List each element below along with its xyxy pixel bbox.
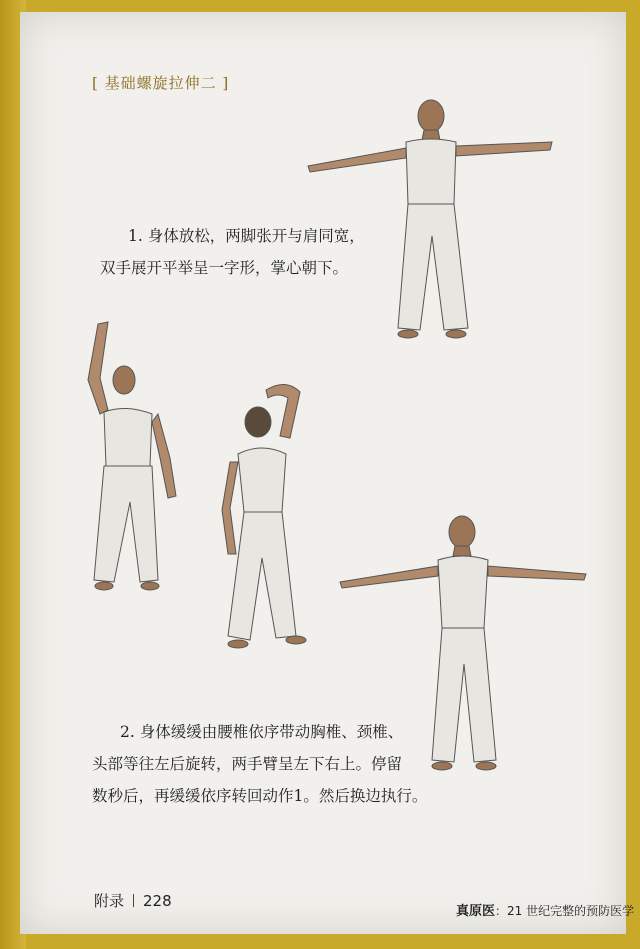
figure-twist-back (216, 378, 326, 668)
step-2-line-3: 数秒后，再缓缓依序转回动作1。然后换边执行。 (92, 787, 428, 805)
book-title: 真原医 (456, 904, 496, 919)
book-page (20, 12, 635, 934)
step-1-line-1: 1. 身体放松，两脚张开与肩同宽， (128, 227, 365, 245)
page-number: 228 (143, 892, 172, 910)
figure-t-pose-bottom (338, 514, 588, 774)
step-2-line-1: 2. 身体缓缓由腰椎依序带动胸椎、颈椎、 (120, 723, 404, 741)
footer-section: 附录 (94, 892, 125, 910)
book-subtitle: ：21 世纪完整的预防医学 (495, 904, 635, 918)
section-title: [ 基础螺旋拉伸二 ] (92, 74, 230, 92)
step-1-line-2: 双手展开平举呈一字形，掌心朝下。 (100, 259, 349, 277)
figure-t-pose-top (306, 96, 556, 346)
step-2-line-2: 头部等往左后旋转，两手臂呈左下右上。停留 (92, 755, 403, 773)
page-footer-left (94, 890, 172, 911)
footer-divider (133, 894, 134, 907)
figure-arm-raised-front (78, 318, 188, 598)
page-footer-right (456, 900, 634, 919)
